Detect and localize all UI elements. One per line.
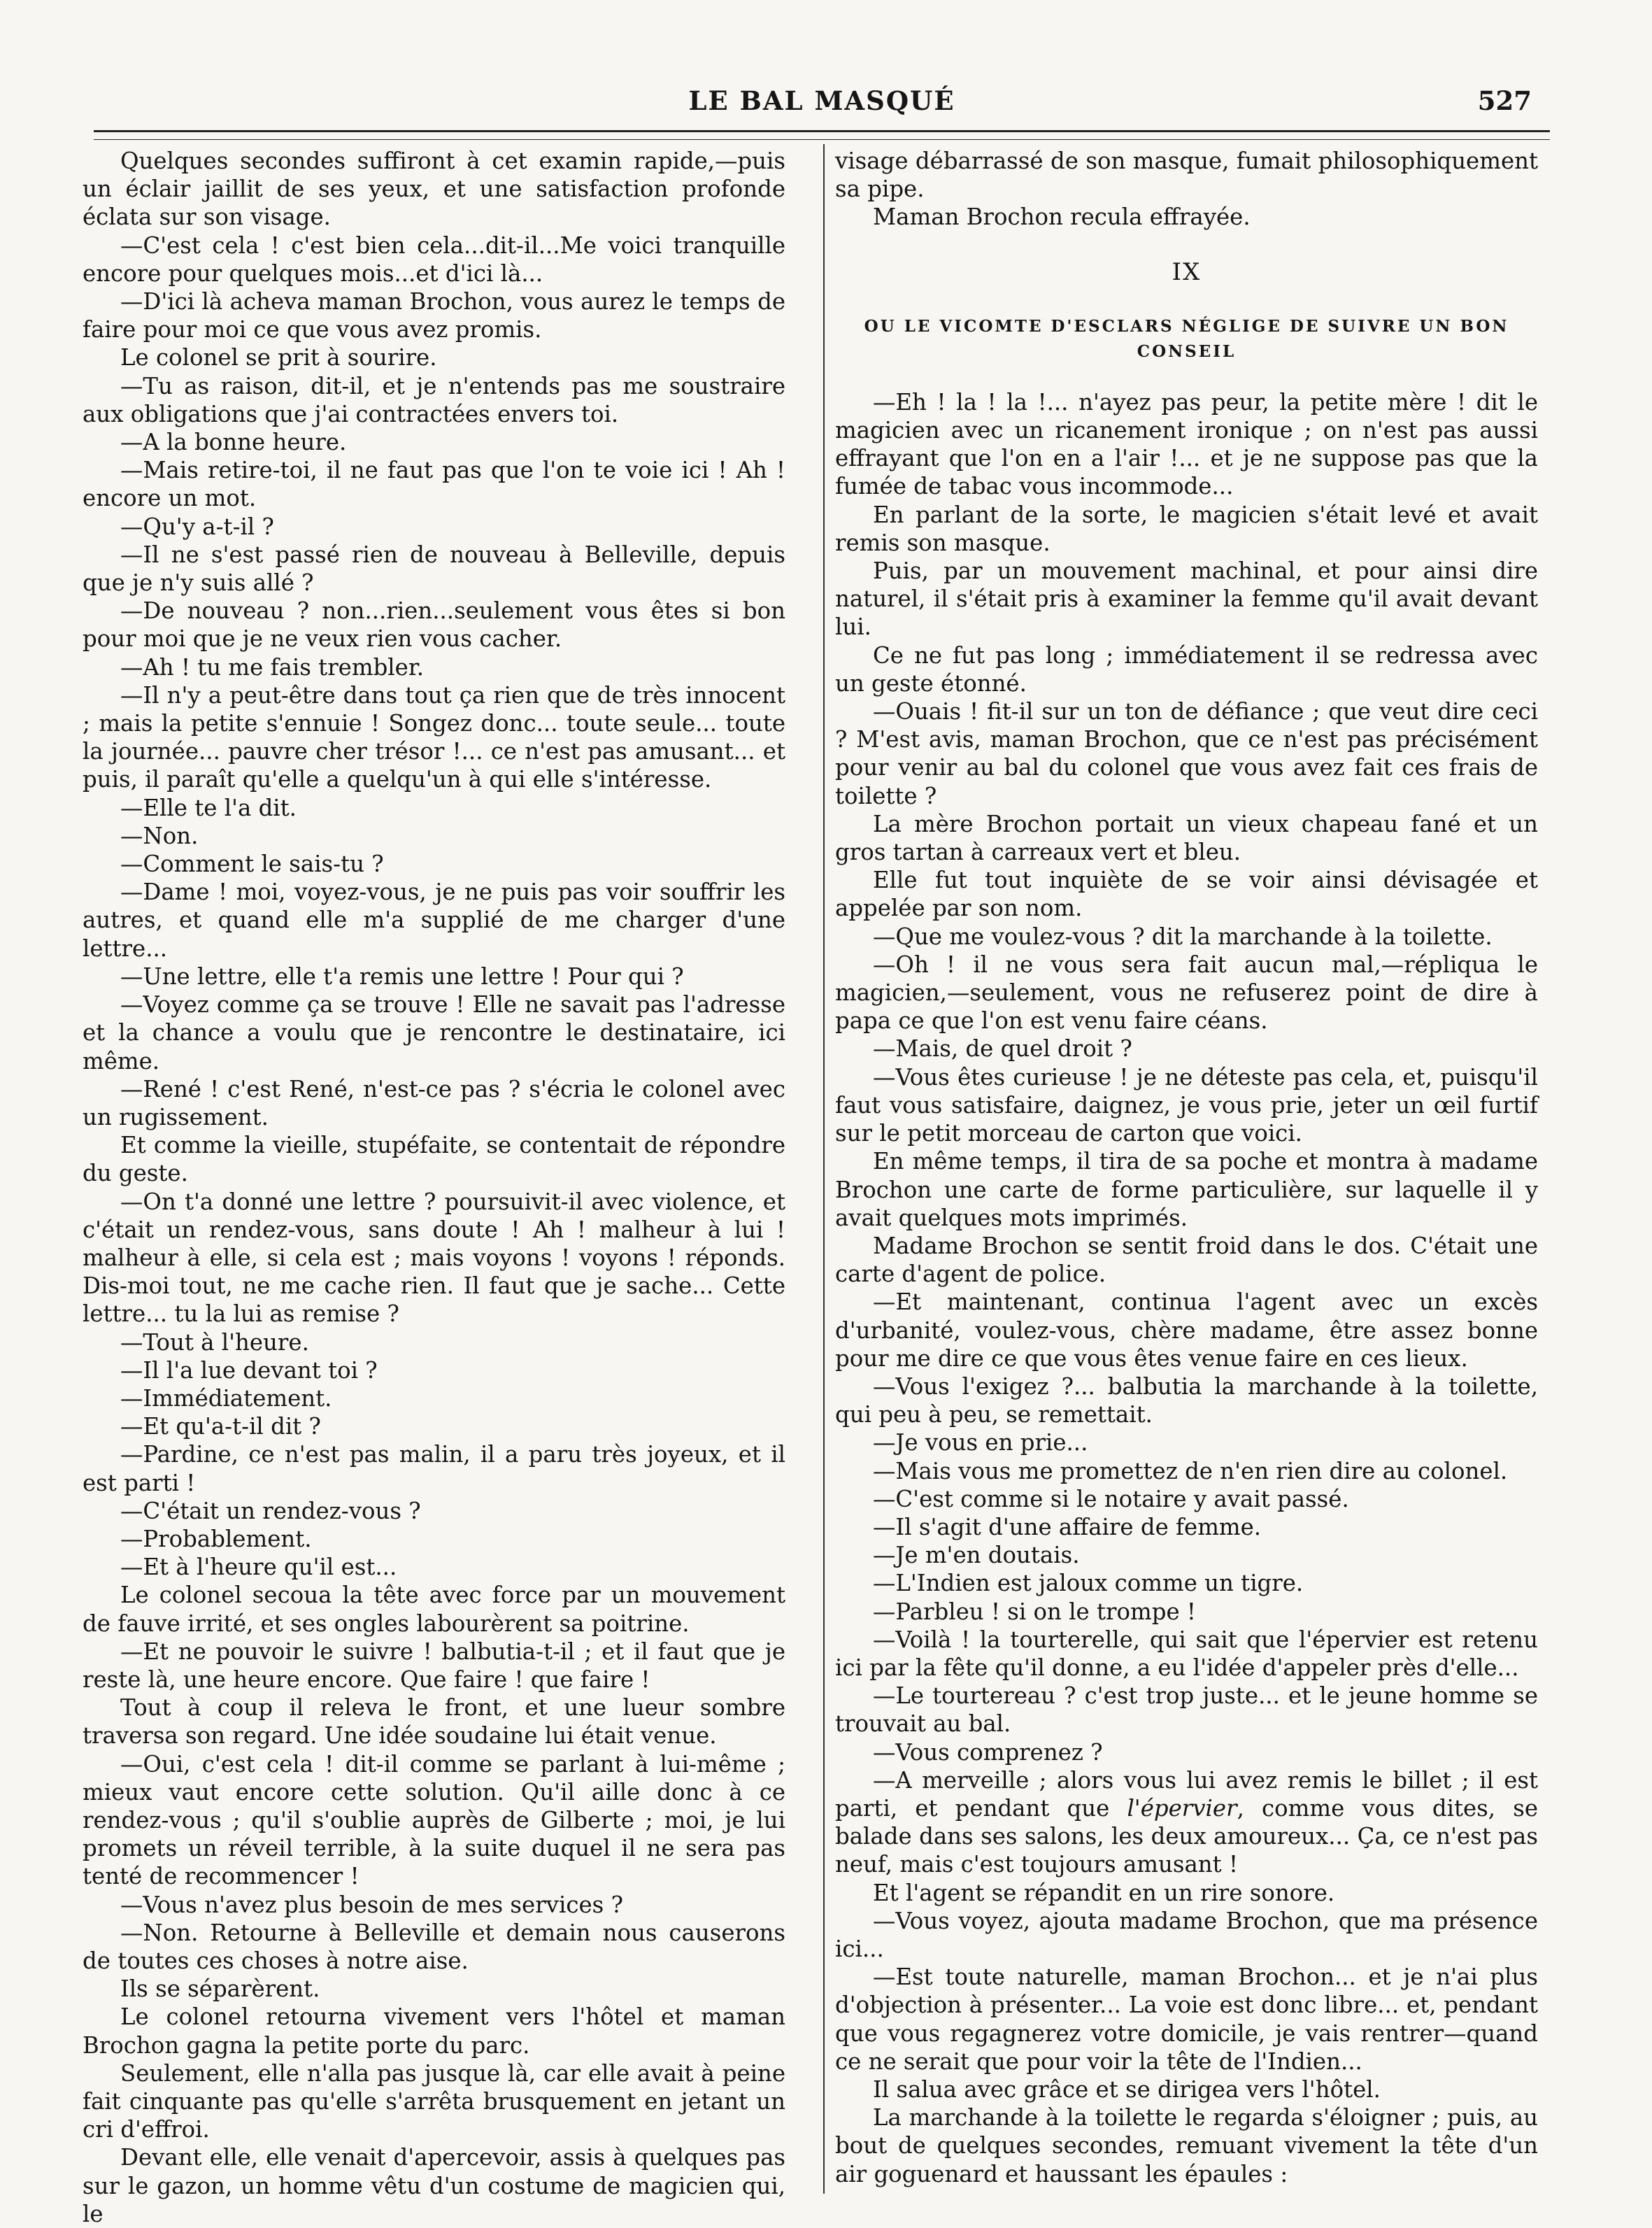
paragraph: —A la bonne heure. — [120, 429, 347, 456]
paragraph: —Eh ! la ! la !... n'ayez pas peur, la petite mère ! dit le magicien avec un ricanement ironique ; on n'est pas aussi effrayant que l'on en a l'air !... et je ne suppose pas que la fumée de tabac vous incommode... — [835, 388, 1538, 500]
paragraph: —Oui, c'est cela ! dit-il comme se parlant à lui-même ; mieux vaut encore cette solution. Qu'il aille donc à ce rendez-vous ; qu'il s'oublie auprès de Gilberte ; moi, je lui promets un réveil terrible, à la suite duquel il ne sera pas tenté de recommencer ! — [83, 1750, 785, 1890]
paragraph: —Vous comprenez ? — [873, 1738, 1103, 1766]
paragraph: —D'ici là acheva maman Brochon, vous aurez le temps de faire pour moi ce que vous avez promis. — [83, 288, 785, 343]
paragraph: Et l'agent se répandit en un rire sonore. — [873, 1879, 1335, 1906]
paragraph: Madame Brochon se sentit froid dans le dos. C'était une carte d'agent de police. — [835, 1232, 1538, 1288]
chapter-body-end — [835, 1879, 1538, 2188]
paragraph: —Probablement. — [120, 1525, 312, 1552]
italic-word: l'épervier — [1127, 1794, 1237, 1822]
paragraph: —Non. Retourne à Belleville et demain nous causerons de toutes ces choses à notre aise. — [83, 1919, 785, 1974]
paragraph: —Que me voulez-vous ? dit la marchande à la toilette. — [873, 923, 1493, 950]
paragraph: —On t'a donné une lettre ? poursuivit-il avec violence, et c'était un rendez-vous, sans doute ! Ah ! malheur à lui ! malheur à elle, si cela est ; mais voyons ! voyons ! réponds. Dis-moi tout, ne me cache rien. Il faut que je sache... Cette lettre... tu la lui as remise ? — [83, 1188, 785, 1328]
paragraph: —Ouais ! fit-il sur un ton de défiance ; que veut dire ceci ? M'est avis, maman Brochon, que ce n'est pas précisément pour venir au bal du colonel que vous avez fait ces frais de toilette ? — [835, 698, 1538, 809]
paragraph: —Elle te l'a dit. — [120, 794, 297, 821]
paragraph: —Qu'y a-t-il ? — [120, 513, 274, 540]
paragraph: —Vous êtes curieuse ! je ne déteste pas cela, et, puisqu'il faut vous satisfaire, daignez, je vous prie, jeter un œil furtif sur le petit morceau de carton que voici. — [835, 1063, 1538, 1147]
paragraph: Puis, par un mouvement machinal, et pour ainsi dire naturel, il s'était pris à examiner la femme qu'il avait devant lui. — [835, 558, 1538, 641]
paragraph: —Comment le sais-tu ? — [120, 851, 384, 878]
paragraph-text: —A merveille ; alors vous lui avez remis le billet ; il est parti, et pendant que — [835, 1766, 1538, 1822]
paragraph: —Dame ! moi, voyez-vous, je ne puis pas voir souffrir les autres, et quand elle m'a supplié de me charger d'une lettre... — [83, 879, 785, 962]
paragraph: —Et ne pouvoir le suivre ! balbutia-t-il ; et il faut que je reste là, une heure encore. Que faire ! que faire ! — [83, 1638, 785, 1693]
paragraph: —Tu as raison, dit-il, et je n'entends pas me soustraire aux obligations que j'ai contractées envers toi. — [83, 372, 785, 427]
paragraph: —Vous n'avez plus besoin de mes services ? — [120, 1891, 623, 1918]
paragraph: En même temps, il tira de sa poche et montra à madame Brochon une carte de forme particulière, sur laquelle il y avait quelques mots imprimés. — [835, 1148, 1538, 1231]
chapter-body — [835, 388, 1538, 1766]
paragraph: Il salua avec grâce et se dirigea vers l'hôtel. — [873, 2076, 1381, 2103]
paragraph: —L'Indien est jaloux comme un tigre. — [873, 1570, 1304, 1597]
paragraph: Tout à coup il releva le front, et une lueur sombre traversa son regard. Une idée soudaine lui était venue. — [83, 1694, 785, 1750]
paragraph: —Voyez comme ça se trouve ! Elle ne savait pas l'adresse et la chance a voulu que je rencontre le destinataire, ici même. — [83, 991, 785, 1074]
right-column — [835, 147, 1538, 2190]
paragraph: —Vous l'exigez ?... balbutia la marchande à la toilette, qui peu à peu, se remettait. — [835, 1372, 1538, 1428]
paragraph: —C'était un rendez-vous ? — [120, 1497, 421, 1524]
paragraph: —Est toute naturelle, maman Brochon... et je n'ai plus d'objection à présenter... La voie est donc libre... et, pendant que vous regagnerez votre domicile, je vais rentrer—quand ce ne serait que pour voir la tête de l'Indien... — [835, 1964, 1538, 2075]
paragraph: —Pardine, ce n'est pas malin, il a paru très joyeux, et il est parti ! — [83, 1441, 785, 1496]
paragraph: Ils se séparèrent. — [120, 1975, 320, 2003]
column-divider — [823, 144, 825, 2194]
page-number: 527 — [1477, 85, 1532, 116]
page-header — [94, 83, 1550, 122]
paragraph: Le colonel secoua la tête avec force par un mouvement de fauve irrité, et ses ongles labourèrent sa poitrine. — [83, 1582, 785, 1637]
paragraph: Le colonel se prit à sourire. — [120, 344, 437, 371]
paragraph: —Non. — [120, 822, 199, 849]
paragraph: —C'est comme si le notaire y avait passé. — [873, 1485, 1349, 1512]
paragraph-text: , comme vous dites, se balade dans ses salons, les deux amoureux... Ça, ce n'est pas neuf, mais c'est toujours amusant ! — [835, 1794, 1538, 1878]
paragraph: Ce ne fut pas long ; immédiatement il se redressa avec un geste étonné. — [835, 641, 1538, 697]
paragraph — [835, 1766, 1538, 1879]
paragraph: —Je m'en doutais. — [873, 1542, 1080, 1569]
paragraph: —Mais vous me promettez de n'en rien dire au colonel. — [873, 1457, 1508, 1484]
paragraph: Quelques secondes suffiront à cet examin rapide,—puis un éclair jaillit de ses yeux, et une satisfaction profonde éclata sur son visage. — [83, 148, 785, 231]
paragraph: —Voilà ! la tourterelle, qui sait que l'épervier est retenu ici par la fête qu'il donne, a eu l'idée d'appeler près d'elle... — [835, 1626, 1538, 1681]
paragraph: Et comme la vieille, stupéfaite, se contentait de répondre du geste. — [83, 1132, 785, 1187]
paragraph: —Mais, de quel droit ? — [873, 1035, 1132, 1063]
paragraph: —Mais retire-toi, il ne faut pas que l'on te voie ici ! Ah ! encore un mot. — [83, 457, 785, 512]
paragraph: —Parbleu ! si on le trompe ! — [873, 1598, 1196, 1625]
paragraph: —Il l'a lue devant toi ? — [120, 1356, 378, 1384]
paragraph: Le colonel retourna vivement vers l'hôtel et maman Brochon gagna la petite porte du parc. — [83, 2003, 785, 2059]
paragraph: —Immédiatement. — [120, 1384, 332, 1412]
chapter-number: IX — [1172, 257, 1202, 286]
paragraph: —Il s'agit d'une affaire de femme. — [873, 1513, 1262, 1540]
paragraph: —Tout à l'heure. — [120, 1328, 309, 1356]
paragraph: visage débarrassé de son masque, fumait philosophiquement sa pipe. — [835, 148, 1538, 203]
header-rule — [94, 130, 1550, 140]
paragraph: —Oh ! il ne vous sera fait aucun mal,—répliqua le magicien,—seulement, vous ne refuserez point de dire à papa ce que l'on est venu faire céans. — [835, 951, 1538, 1035]
paragraph: Elle fut tout inquiète de se voir ainsi dévisagée et appelée par son nom. — [835, 867, 1538, 922]
paragraph: —Il n'y a peut-être dans tout ça rien que de très innocent ; mais la petite s'ennuie ! Songez donc... toute seule... toute la journée... pauvre cher trésor !... ce n'est pas amusant... et puis, il paraît qu'elle a quelqu'un à qui elle s'intéresse. — [83, 681, 785, 793]
paragraph: Devant elle, elle venait d'apercevoir, assis à quelques pas sur le gazon, un homme vêtu d'un costume de magicien qui, le — [83, 2144, 785, 2227]
paragraph: La mère Brochon portait un vieux chapeau fané et un gros tartan à carreaux vert et bleu. — [835, 810, 1538, 866]
paragraph: En parlant de la sorte, le magicien s'était levé et avait remis son masque. — [835, 501, 1538, 556]
paragraph: —Il ne s'est passé rien de nouveau à Belleville, depuis que je n'y suis allé ? — [83, 541, 785, 597]
paragraph: Seulement, elle n'alla pas jusque là, car elle avait à peine fait cinquante pas qu'elle s'arrêta brusquement en jetant un cri d'effroi. — [83, 2059, 785, 2143]
paragraph: —Et à l'heure qu'il est... — [120, 1554, 397, 1581]
paragraph: La marchande à la toilette le regarda s'éloigner ; puis, au bout de quelques secondes, remuant vivement la tête d'un air goguenard et haussant les épaules : — [835, 2104, 1538, 2187]
paragraph: —C'est cela ! c'est bien cela...dit-il...Me voici tranquille encore pour quelques mois...et d'ici là... — [83, 232, 785, 287]
paragraph: —Je vous en prie... — [873, 1429, 1088, 1456]
paragraph: —René ! c'est René, n'est-ce pas ? s'écria le colonel avec un rugissement. — [83, 1075, 785, 1130]
left-column — [83, 147, 785, 2227]
running-title: LE BAL MASQUÉ — [688, 85, 955, 116]
paragraph: —Une lettre, elle t'a remis une lettre ! Pour qui ? — [120, 963, 684, 990]
paragraph: —Et maintenant, continua l'agent avec un excès d'urbanité, voulez-vous, chère madame, être assez bonne pour me dire ce que vous êtes venue faire en ces lieux. — [835, 1289, 1538, 1372]
paragraph: —Et qu'a-t-il dit ? — [120, 1413, 321, 1440]
chapter-title: OU LE VICOMTE D'ESCLARS NÉGLIGE DE SUIVRE UN BON CONSEIL — [864, 316, 1509, 361]
paragraph: —De nouveau ? non...rien...seulement vous êtes si bon pour moi que je ne veux rien vous cacher. — [83, 597, 785, 653]
paragraph: —Le tourtereau ? c'est trop juste... et le jeune homme se trouvait au bal. — [835, 1682, 1538, 1738]
right-column-opening — [835, 147, 1538, 232]
paragraph: Maman Brochon recula effrayée. — [873, 204, 1251, 231]
paragraph: —Ah ! tu me fais trembler. — [120, 653, 425, 681]
paragraph: —Vous voyez, ajouta madame Brochon, que ma présence ici... — [835, 1907, 1538, 1962]
